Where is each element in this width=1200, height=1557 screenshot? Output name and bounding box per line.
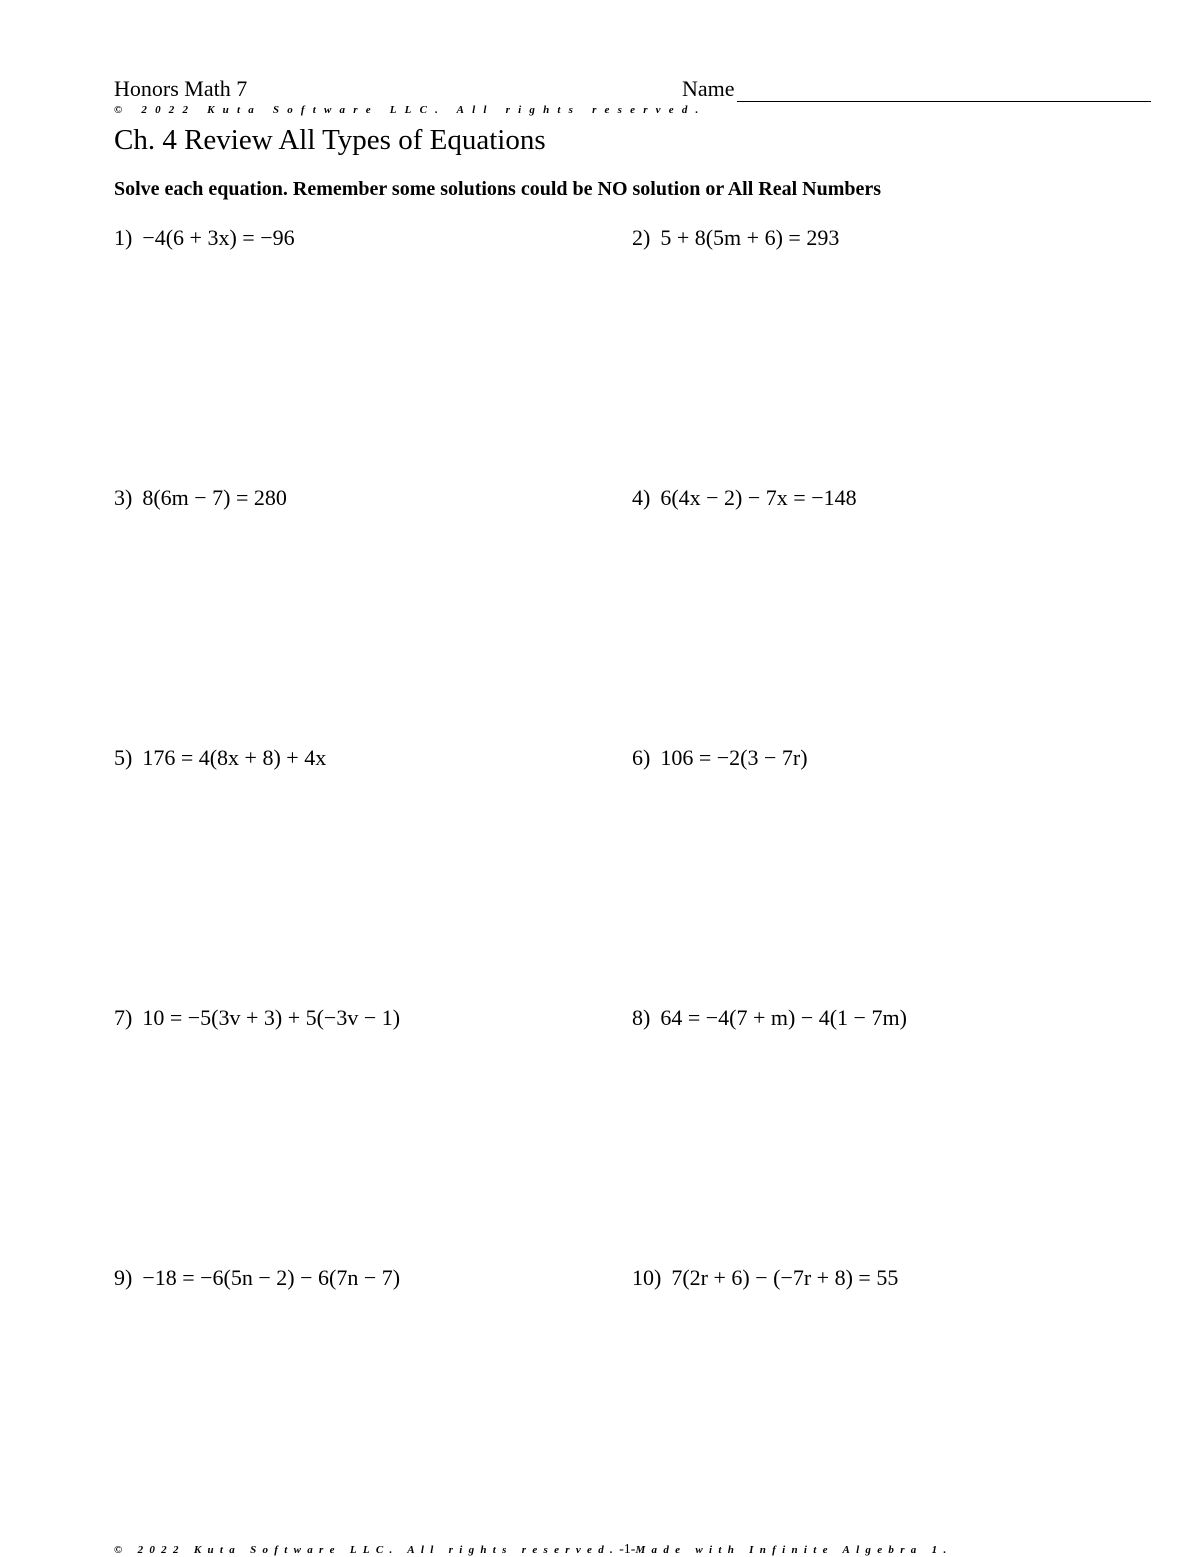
worksheet-title: Ch. 4 Review All Types of Equations (114, 124, 546, 156)
problem-equation: −4(6 + 3x) = −96 (142, 225, 295, 250)
problem-equation: −18 = −6(5n − 2) − 6(7n − 7) (142, 1265, 401, 1290)
problem-equation: 6(4x − 2) − 7x = −148 (660, 485, 857, 510)
problem-8 (632, 1004, 907, 1032)
footer-copyright: © 2022 Kuta Software LLC. All rights reserved. (114, 1544, 620, 1556)
problem-7 (114, 1004, 400, 1032)
problem-equation: 8(6m − 7) = 280 (142, 485, 287, 510)
footer-made-with: Made with Infinite Algebra 1. (635, 1544, 953, 1556)
problem-equation: 64 = −4(7 + m) − 4(1 − 7m) (660, 1005, 907, 1030)
problem-number: 6) (632, 745, 651, 770)
problem-1 (114, 224, 295, 252)
problem-equation: 5 + 8(5m + 6) = 293 (660, 225, 840, 250)
problem-6 (632, 744, 808, 772)
problem-equation: 176 = 4(8x + 8) + 4x (142, 745, 327, 770)
problem-equation: 106 = −2(3 − 7r) (660, 745, 808, 770)
problem-number: 2) (632, 225, 651, 250)
problem-equation: 7(2r + 6) − (−7r + 8) = 55 (671, 1265, 899, 1290)
problem-2 (632, 224, 839, 252)
name-blank-line (737, 101, 1151, 102)
problem-equation: 10 = −5(3v + 3) + 5(−3v − 1) (142, 1005, 401, 1030)
problem-9 (114, 1264, 400, 1292)
problem-3 (114, 484, 287, 512)
problem-number: 10) (632, 1265, 662, 1290)
header-copyright: © 2022 Kuta Software LLC. All rights reserved. (114, 104, 707, 116)
problem-5 (114, 744, 326, 772)
problem-number: 5) (114, 745, 133, 770)
footer-line (114, 1544, 953, 1556)
problem-4 (632, 484, 857, 512)
problem-number: 8) (632, 1005, 651, 1030)
problem-number: 4) (632, 485, 651, 510)
problem-number: 9) (114, 1265, 133, 1290)
name-label: Name (682, 76, 735, 101)
problem-10 (632, 1264, 898, 1292)
instructions: Solve each equation. Remember some solutions could be NO solution or All Real Numbers (114, 178, 882, 200)
course-name: Honors Math 7 (114, 76, 248, 101)
problem-number: 7) (114, 1005, 133, 1030)
footer-page-number: -1- (619, 1542, 636, 1557)
problem-number: 3) (114, 485, 133, 510)
problem-number: 1) (114, 225, 133, 250)
